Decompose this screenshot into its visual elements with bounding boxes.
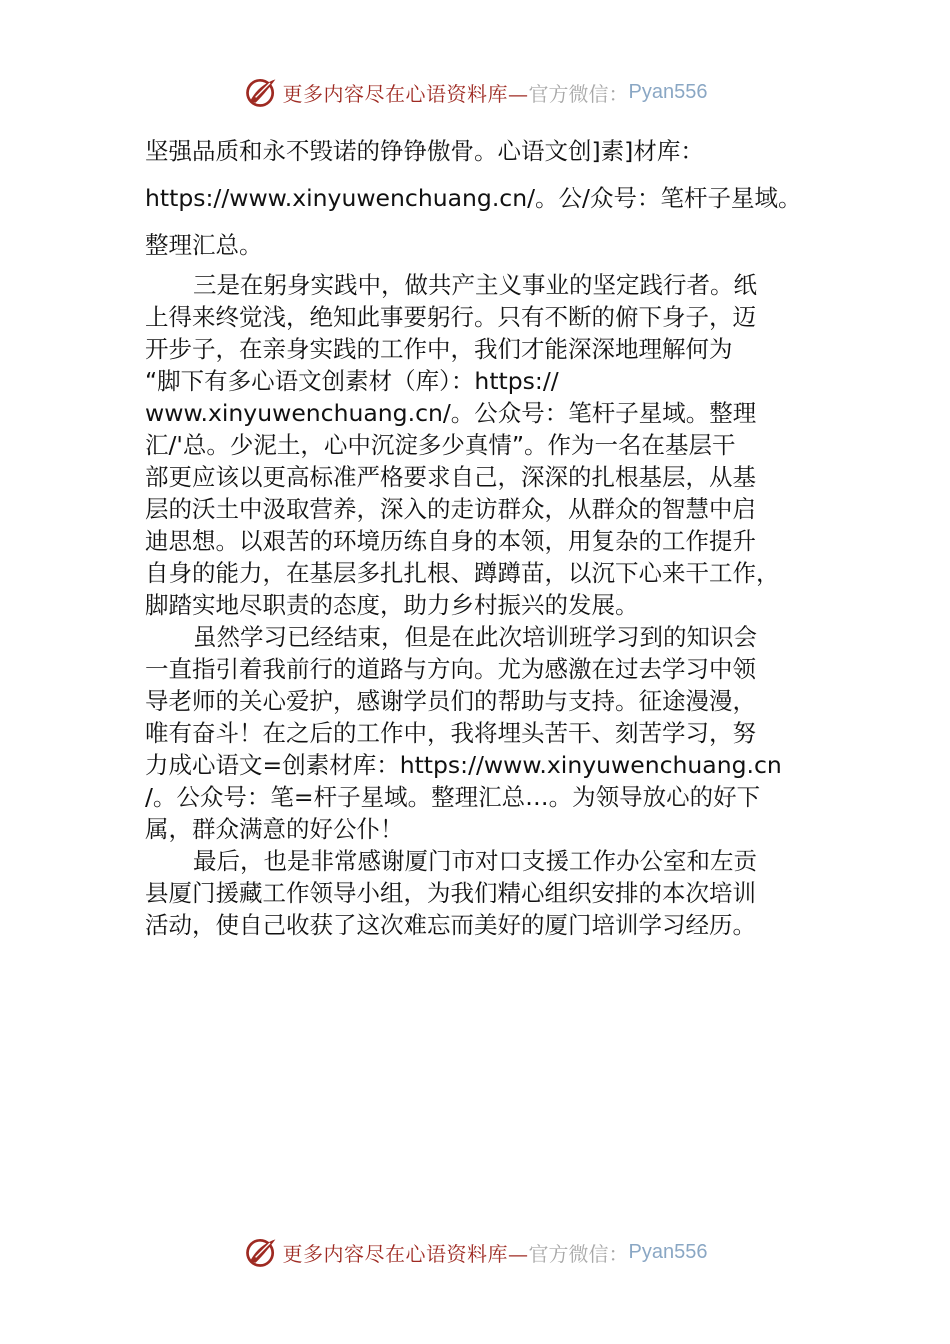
header-banner bbox=[0, 70, 950, 114]
paragraph-line: 自身的能力，在基层多扎扎根、蹲蹲苗，以沉下心来干工作， bbox=[145, 559, 780, 587]
paragraph-line: 汇/'总。少泥土，心中沉淀多少真情”。作为一名在基层干 bbox=[145, 431, 736, 459]
paragraph-line: 属，群众满意的好公仆！ bbox=[145, 815, 404, 843]
paragraph-line: https://www.xinyuwenchuang.cn/。公/众号：笔杆子星域。 bbox=[145, 184, 802, 212]
paragraph-line: 层的沃土中汲取营养，深入的走访群众，从群众的智慧中启 bbox=[145, 495, 756, 523]
paragraph-line: 力成心语文=创素材库：https://www.xinyuwenchuang.cn bbox=[145, 751, 782, 779]
paragraph-line: 最后，也是非常感谢厦门市对口支援工作办公室和左贡 bbox=[193, 847, 757, 875]
paragraph-line: 迪思想。以艰苦的环境历练自身的本领，用复杂的工作提升 bbox=[145, 527, 756, 555]
footer-banner-text: 更多内容尽在心语资料库— bbox=[282, 1241, 529, 1266]
footer-banner bbox=[0, 1230, 950, 1274]
paragraph-line: “脚下有多心语文创素材（库）：https:// bbox=[145, 367, 559, 395]
header-banner-text: 更多内容尽在心语资料库— bbox=[282, 81, 529, 106]
header-wechat-id: Pyan556 bbox=[628, 80, 708, 103]
paragraph-line: 唯有奋斗！在之后的工作中，我将埋头苦干、刻苦学习，努 bbox=[145, 719, 756, 747]
brand-logo-icon bbox=[243, 74, 279, 110]
paragraph-line: 开步子，在亲身实践的工作中，我们才能深深地理解何为 bbox=[145, 335, 733, 363]
footer-wechat-label: 官方微信： bbox=[528, 1241, 629, 1266]
paragraph-line: 导老师的关心爱护，感谢学员们的帮助与支持。征途漫漫， bbox=[145, 687, 756, 715]
header-wechat-label: 官方微信： bbox=[528, 81, 629, 106]
paragraph-line: 脚踏实地尽职责的态度，助力乡村振兴的发展。 bbox=[145, 591, 639, 619]
paragraph-line: 活动，使自己收获了这次难忘而美好的厦门培训学习经历。 bbox=[145, 911, 756, 939]
paragraph-line: www.xinyuwenchuang.cn/。公众号：笔杆子星域。整理 bbox=[145, 399, 757, 427]
paragraph-line: 上得来终觉浅，绝知此事要躬行。只有不断的俯下身子，迈 bbox=[145, 303, 756, 331]
paragraph-line: 坚强品质和永不毁诺的铮铮傲骨。心语文创]素]材库： bbox=[145, 137, 704, 165]
paragraph-line: 县厦门援藏工作领导小组，为我们精心组织安排的本次培训 bbox=[145, 879, 756, 907]
paragraph-line: 部更应该以更高标准严格要求自己，深深的扎根基层，从基 bbox=[145, 463, 756, 491]
brand-logo-icon bbox=[243, 1234, 279, 1270]
paragraph-line: 虽然学习已经结束，但是在此次培训班学习到的知识会 bbox=[193, 623, 757, 651]
footer-wechat-id: Pyan556 bbox=[628, 1240, 708, 1263]
paragraph-line: /。公众号：笔=杆子星域。整理汇总…。为领导放心的好下 bbox=[145, 783, 761, 811]
paragraph-line: 一直指引着我前行的道路与方向。尤为感激在过去学习中领 bbox=[145, 655, 756, 683]
paragraph-line: 整理汇总。 bbox=[145, 231, 263, 259]
document-body bbox=[145, 128, 845, 941]
paragraph-line: 三是在躬身实践中，做共产主义事业的坚定践行者。纸 bbox=[193, 271, 757, 299]
